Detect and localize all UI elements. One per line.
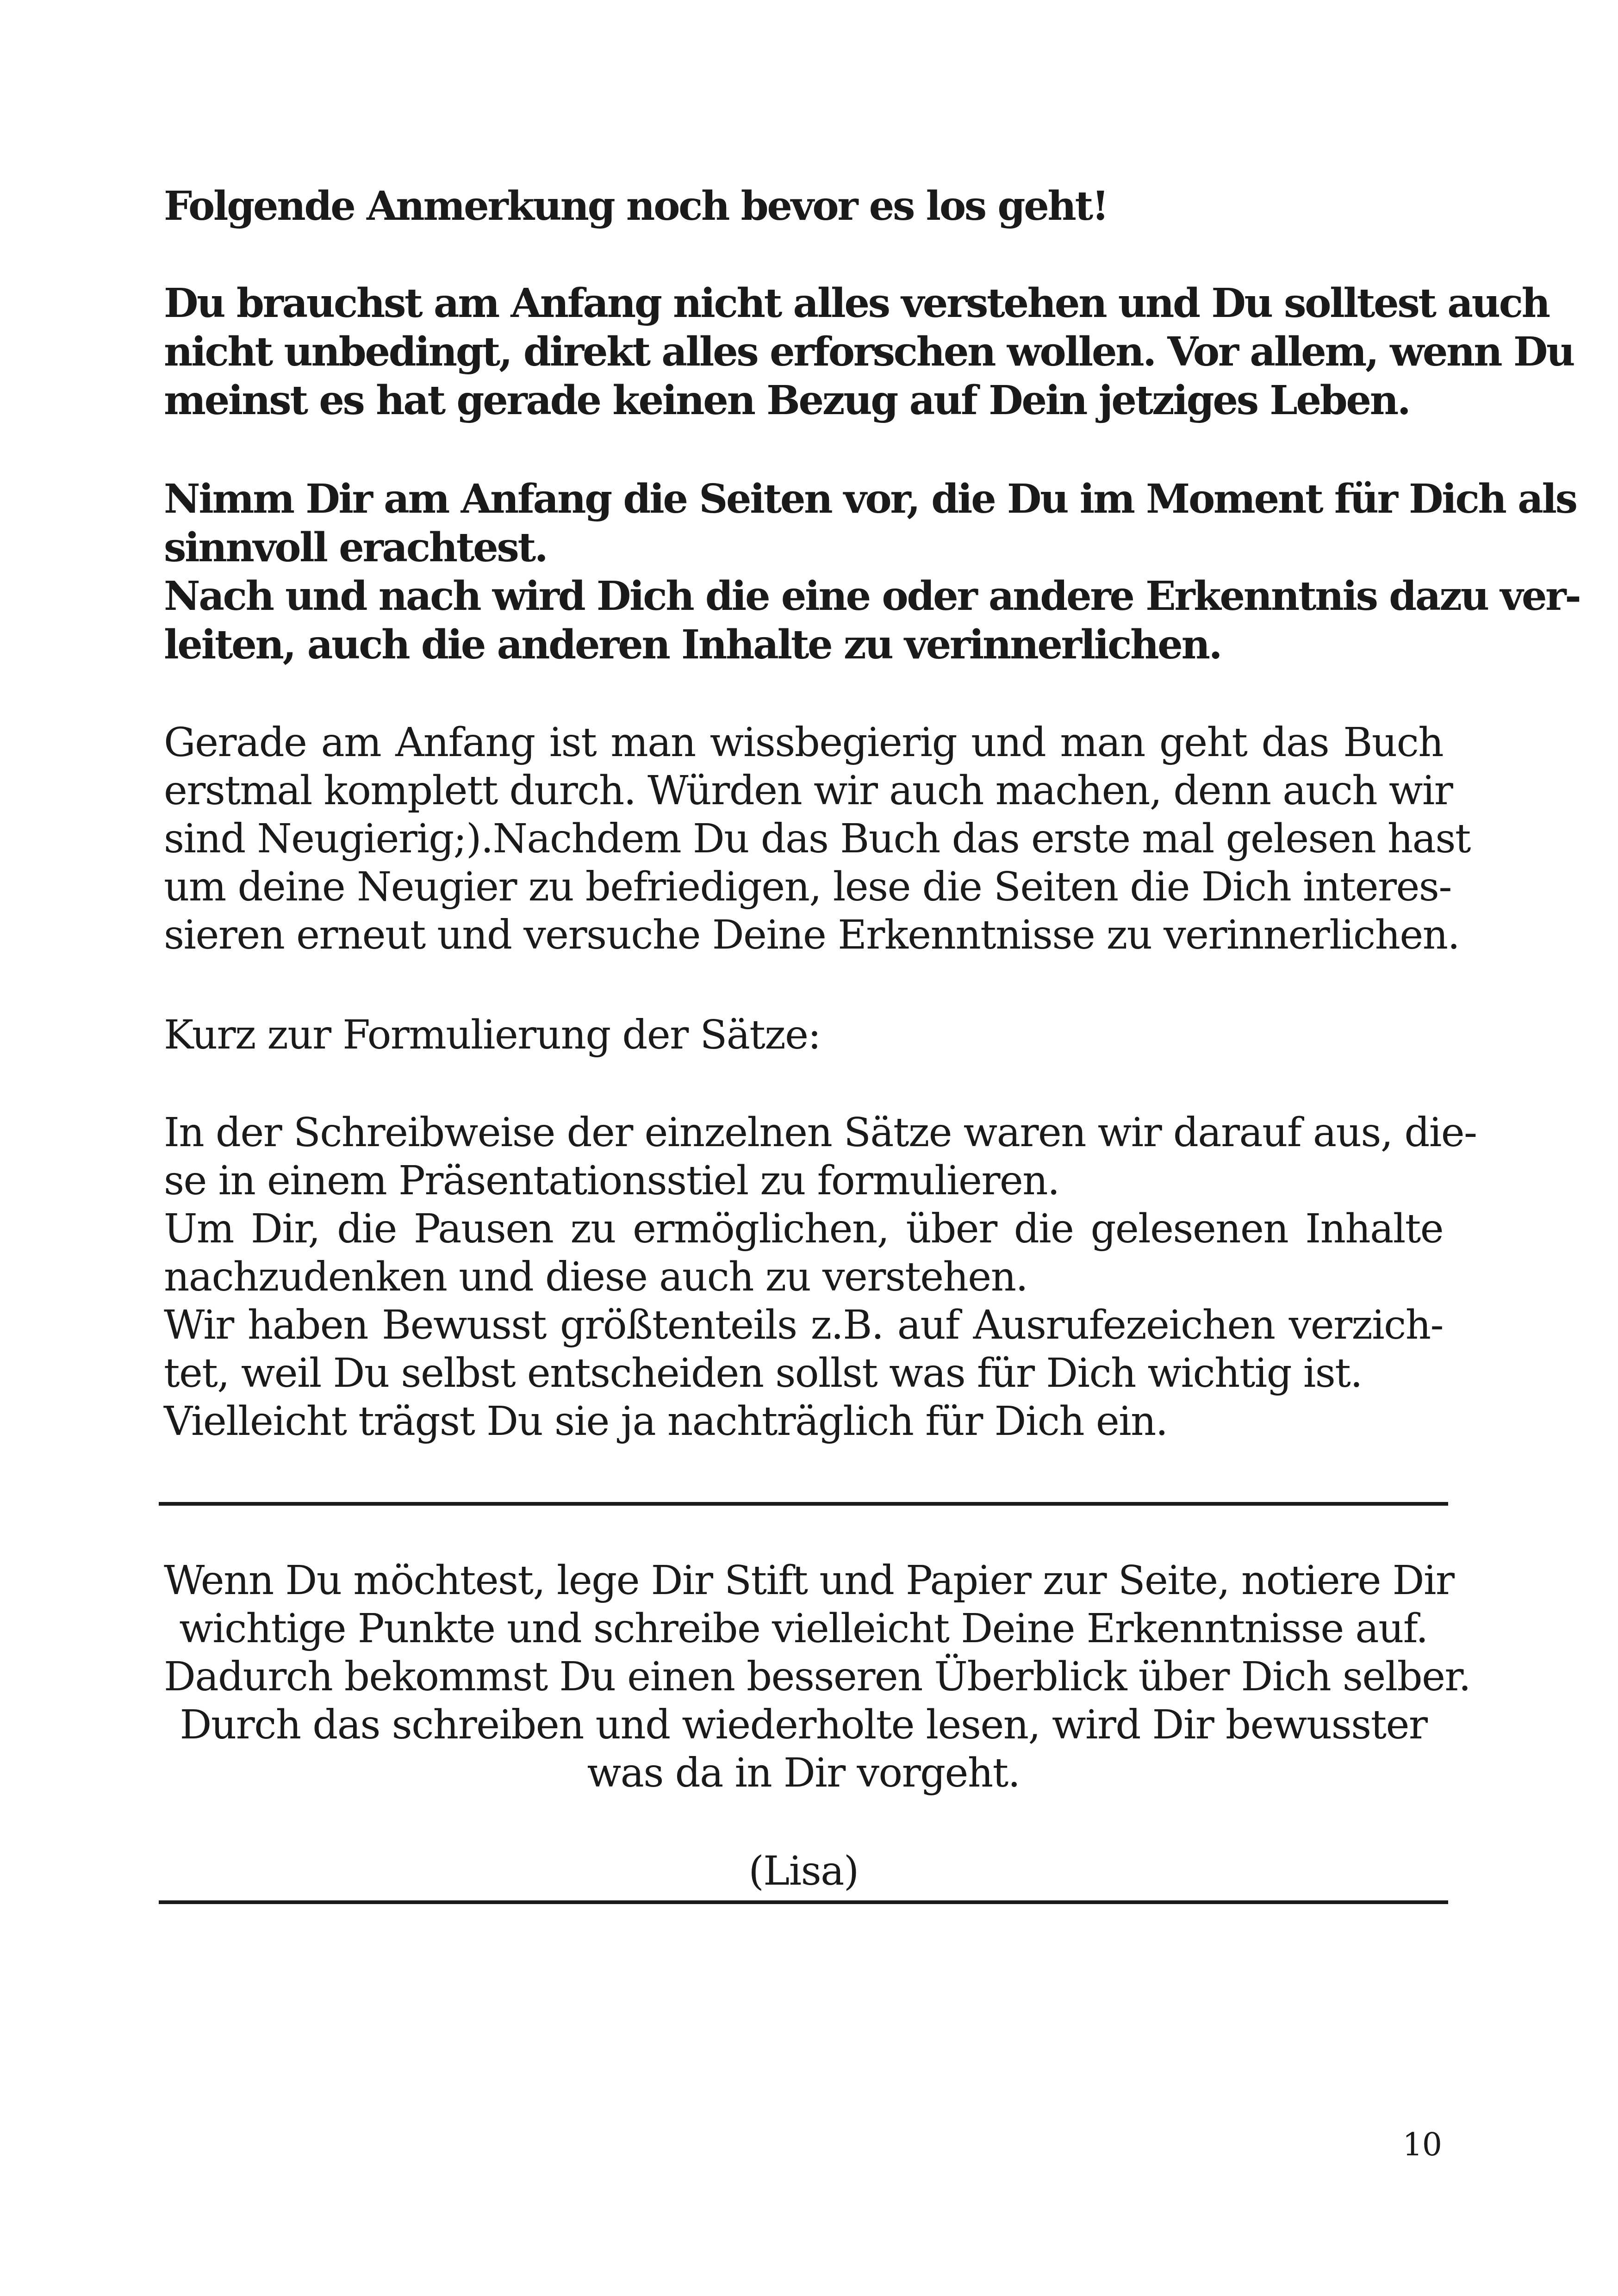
text-line: nachzudenken und diese auch zu verstehen. (164, 1254, 1028, 1300)
text-line: se in einem Präsentationsstiel zu formulieren. (164, 1158, 1059, 1204)
intro-heading-block (164, 182, 1443, 230)
paragraph-3 (164, 719, 1470, 959)
subheading-block (164, 1011, 1443, 1059)
quote-box (164, 1557, 1471, 1797)
text-line: meinst es hat gerade keinen Bezug auf Dein jetziges Leben. (164, 377, 1410, 424)
text-line: Nach und nach wird Dich die eine oder andere Erkenntnis dazu ver- (164, 573, 1580, 620)
text-line: Gerade am Anfang ist man wissbegierig und man geht das Buch (164, 720, 1443, 766)
text-line: um deine Neugier zu befriedigen, lese die Seiten die Dich interes- (164, 864, 1451, 910)
subheading: Kurz zur Formulierung der Sätze: (164, 1012, 821, 1058)
text-line: Um Dir, die Pausen zu ermöglichen, über die gelesenen Inhalte (164, 1206, 1443, 1252)
quote-bottom-divider (159, 1900, 1448, 1904)
quote-line: was da in Dir vorgeht. (587, 1750, 1020, 1796)
quote-author-block (164, 1847, 1443, 1895)
quote-line: wichtige Punkte und schreibe vielleicht Deine Erkenntnisse auf. (179, 1606, 1428, 1652)
text-line: In der Schreibweise der einzelnen Sätze waren wir darauf aus, die- (164, 1110, 1477, 1156)
text-line: Vielleicht trägst Du sie ja nachträglich für Dich ein. (164, 1398, 1168, 1445)
bold-paragraph-1 (164, 279, 1574, 425)
bold-paragraph-2 (164, 475, 1580, 669)
text-line: sieren erneut und versuche Deine Erkenntnisse zu verinnerlichen. (164, 912, 1460, 958)
text-line: sind Neugierig;).Nachdem Du das Buch das erste mal gelesen hast (164, 816, 1470, 862)
intro-heading: Folgende Anmerkung noch bevor es los geht! (164, 183, 1108, 230)
quote-line: Wenn Du möchtest, lege Dir Stift und Papier zur Seite, notiere Dir (164, 1558, 1454, 1604)
text-line: Wir haben Bewusst größtenteils z.B. auf Ausrufezeichen verzich- (164, 1302, 1443, 1348)
text-line: leiten, auch die anderen Inhalte zu verinnerlichen. (164, 621, 1221, 668)
text-line: Du brauchst am Anfang nicht alles verstehen und Du solltest auch (164, 280, 1549, 327)
text-line: Nimm Dir am Anfang die Seiten vor, die Du im Moment für Dich als (164, 476, 1576, 522)
quote-line: Durch das schreiben und wiederholte lesen, wird Dir bewusster (180, 1702, 1427, 1748)
quote-author: (Lisa) (748, 1848, 859, 1894)
page-number: 10 (1402, 2127, 1442, 2163)
text-line: sinnvoll erachtest. (164, 524, 547, 571)
quote-line: Dadurch bekommst Du einen besseren Überblick über Dich selber. (164, 1654, 1471, 1700)
text-line: erstmal komplett durch. Würden wir auch machen, denn auch wir (164, 768, 1453, 814)
paragraph-4 (164, 1109, 1477, 1446)
text-line: tet, weil Du selbst entscheiden sollst was für Dich wichtig ist. (164, 1350, 1363, 1396)
text-line: nicht unbedingt, direkt alles erforschen wollen. Vor allem, wenn Du (164, 329, 1574, 375)
quote-top-divider (159, 1502, 1448, 1506)
